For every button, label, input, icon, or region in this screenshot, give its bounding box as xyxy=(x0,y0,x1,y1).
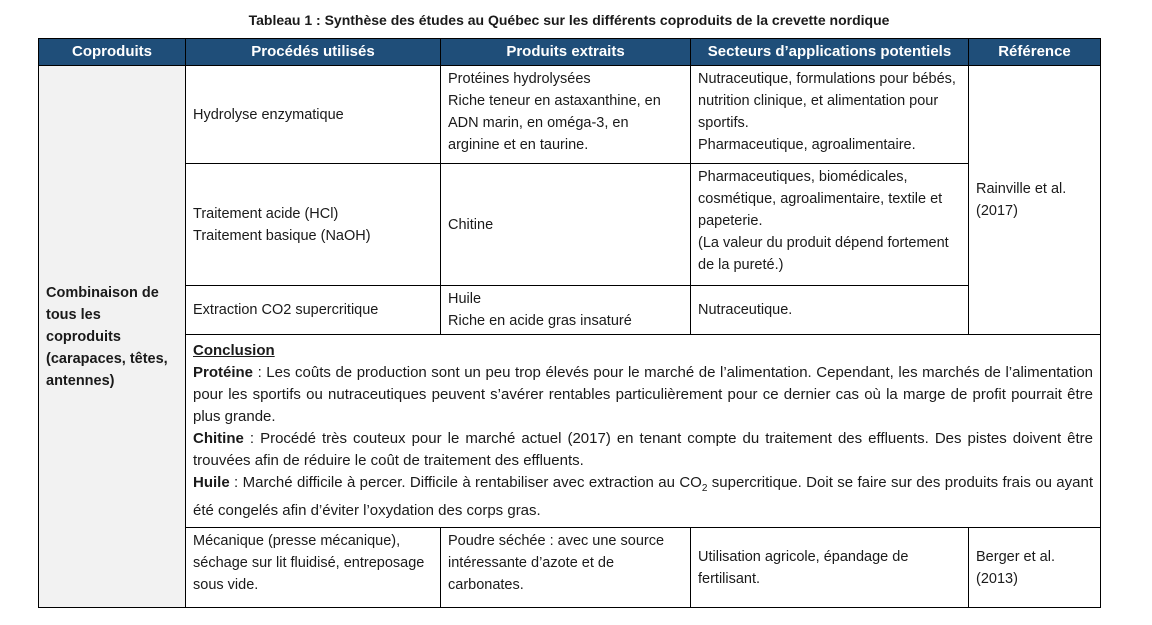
cell-row1-produits xyxy=(441,66,691,164)
cell-row2-procedes xyxy=(186,164,441,286)
cell-line: Hydrolyse enzymatique xyxy=(193,106,344,123)
cell-conclusion xyxy=(186,335,1101,528)
conclusion-chitine xyxy=(193,428,1093,472)
document-page xyxy=(38,0,1100,608)
conclusion-heading: Conclusion xyxy=(193,342,275,359)
conclusion-huile-label: Huile xyxy=(193,474,230,491)
conclusion-huile-text-after: supercritique. Doit se faire sur des produits frais ou ayant été congelés afin d’éviter l’oxydation des corps gras. xyxy=(193,474,1093,519)
cell-row2-secteurs xyxy=(691,164,969,286)
conclusion-huile-text-before: : Marché difficile à percer. Difficile à rentabiliser avec extraction au CO xyxy=(229,474,702,491)
column-header-produits: Produits extraits xyxy=(441,39,691,66)
conclusion-proteine-label: Protéine xyxy=(193,364,254,381)
co2-subscript: 2 xyxy=(701,483,708,494)
conclusion-chitine-text: : Procédé très couteux pour le marché actuel (2017) en tenant compte du traitement des effluents. Des pistes doivent être trouvées afin de réduire le coût de traitement des effluents. xyxy=(193,430,1093,469)
cell-line: Pharmaceutique, agroalimentaire. xyxy=(698,137,916,153)
header-row xyxy=(39,39,1101,66)
column-header-procedes: Procédés utilisés xyxy=(186,39,441,66)
cell-line: Pharmaceutiques, biomédicales, cosmétique, agroalimentaire, textile et papeterie. xyxy=(698,169,943,229)
column-header-coproduits: Coproduits xyxy=(39,39,186,66)
cell-line: Extraction CO2 supercritique xyxy=(193,302,379,318)
cell-row1-secteurs xyxy=(691,66,969,164)
table-caption: Tableau 1 : Synthèse des études au Québec sur les différents coproduits de la crevette nordique xyxy=(248,12,890,28)
cell-row5-secteur xyxy=(691,528,969,608)
cell-line: Traitement acide (HCl) xyxy=(193,205,339,222)
conclusion-proteine xyxy=(193,362,1093,428)
cell-line: Chitine xyxy=(448,216,494,233)
cell-line: Utilisation agricole, épandage de fertilisant. xyxy=(698,548,909,587)
cell-row5-produit xyxy=(441,528,691,608)
cell-line: Huile xyxy=(448,291,482,307)
table-row xyxy=(39,286,1101,335)
cell-line: Nutraceutique, formulations pour bébés, nutrition clinique, et alimentation pour sportifs. xyxy=(698,71,956,131)
cell-line: Protéines hydrolysées xyxy=(448,71,591,87)
cell-row2-produit xyxy=(441,164,691,286)
cell-reference-berger: Berger et al. (2013) xyxy=(969,528,1101,608)
table-row xyxy=(39,164,1101,286)
cell-line: Nutraceutique. xyxy=(698,302,793,318)
cell-line: Riche en acide gras insaturé xyxy=(448,313,632,329)
cell-reference-rainville: Rainville et al. (2017) xyxy=(969,66,1101,335)
column-header-secteurs: Secteurs d’applications potentiels xyxy=(691,39,969,66)
cell-coproduit-merged: Combinaison de tous les coproduits (carapaces, têtes, antennes) xyxy=(39,66,186,608)
cell-line: Traitement basique (NaOH) xyxy=(193,227,371,244)
conclusion-huile xyxy=(193,472,1093,522)
cell-row1-procede xyxy=(186,66,441,164)
column-header-reference: Référence xyxy=(969,39,1101,66)
cell-line: Poudre séchée : avec une source intéressante d’azote et de carbonates. xyxy=(448,533,665,593)
table-row xyxy=(39,66,1101,164)
cell-line: Riche teneur en astaxanthine, en ADN marin, en oméga-3, en arginine et en taurine. xyxy=(448,93,661,153)
cell-line: (La valeur du produit dépend fortement de la pureté.) xyxy=(698,235,949,273)
cell-row3-secteur xyxy=(691,286,969,335)
cell-row5-procede xyxy=(186,528,441,608)
table-row xyxy=(39,528,1101,608)
conclusion-proteine-text: : Les coûts de production sont un peu trop élevés pour le marché de l’alimentation. Cependant, les marchés de l’alimentation pour les sportifs ou nutraceutiques peuvent s’avérer rentables particulièrement pour ce dernier cas où la marge de profit pourrait être plus grande. xyxy=(193,364,1093,425)
conclusion-chitine-label: Chitine xyxy=(193,430,244,447)
cell-row3-produits xyxy=(441,286,691,335)
coproducts-table xyxy=(38,38,1101,608)
cell-row3-procede xyxy=(186,286,441,335)
conclusion-row xyxy=(39,335,1101,528)
cell-line: Mécanique (presse mécanique), séchage sur lit fluidisé, entreposage sous vide. xyxy=(193,533,425,593)
